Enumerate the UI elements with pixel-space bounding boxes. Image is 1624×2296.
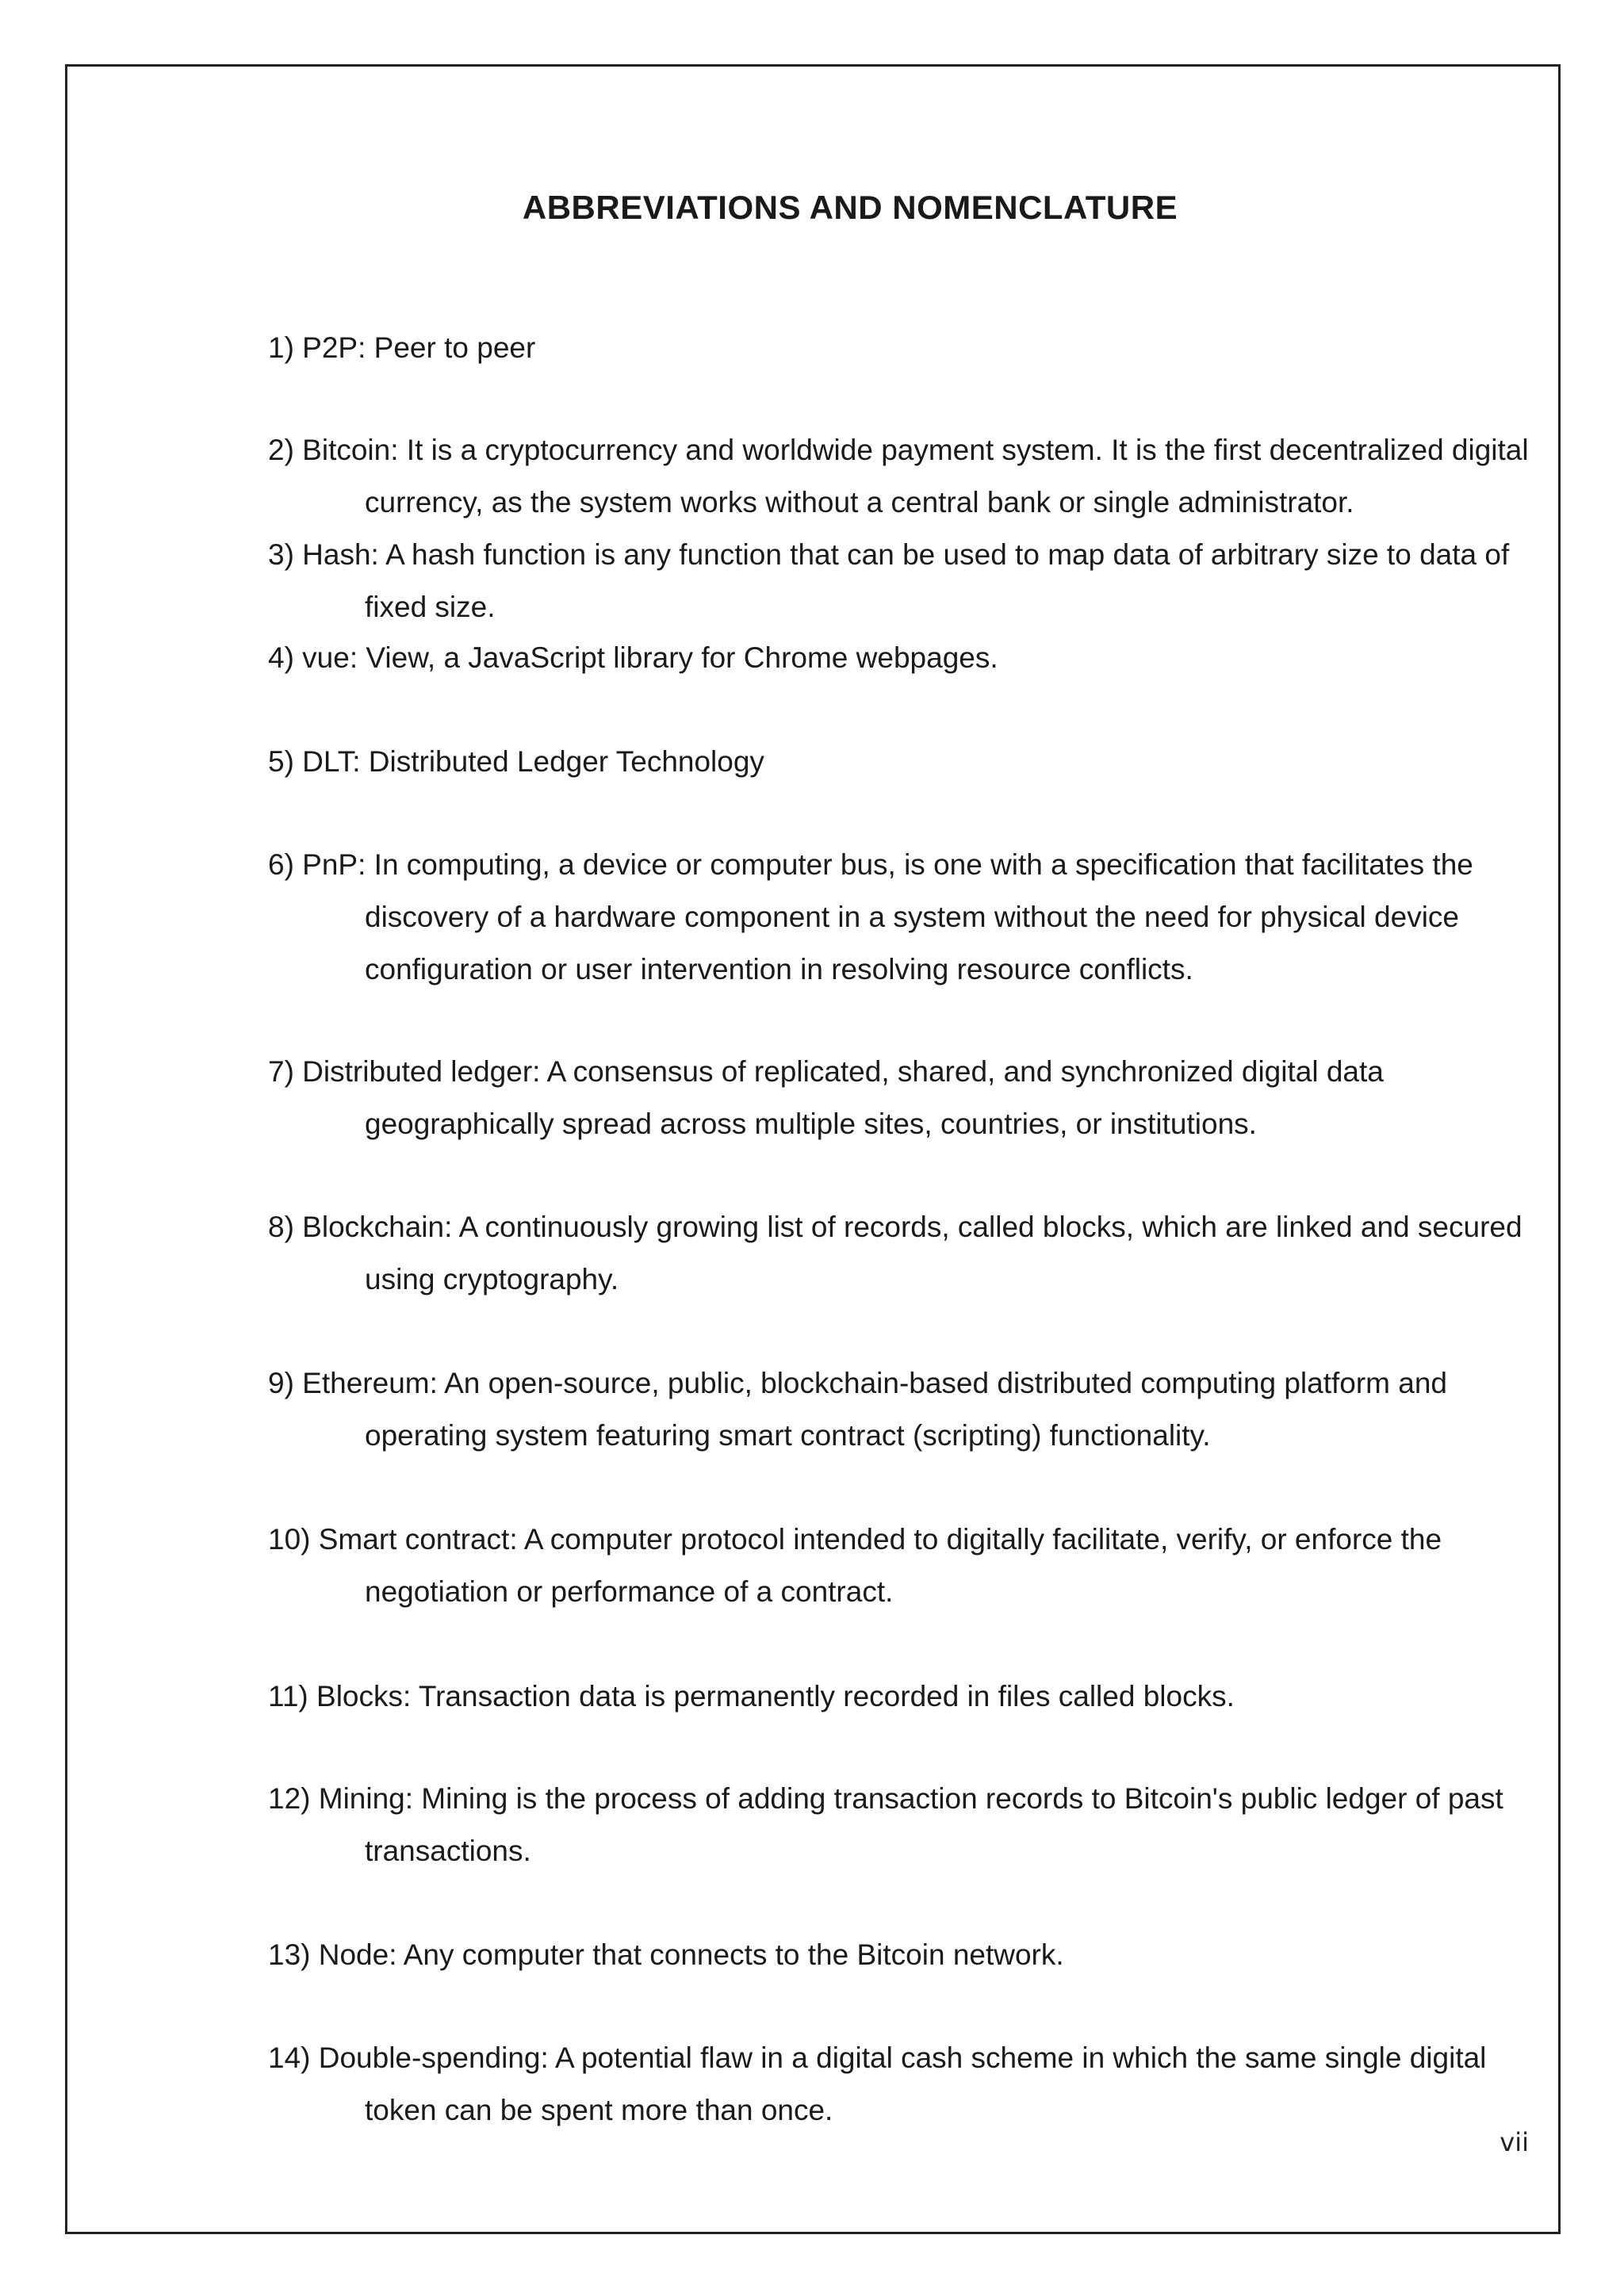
list-item-pnp: 6) PnP: In computing, a device or computer bus, is one with a specification that facilitates the discovery of a hardware component in a system without the need for physical device configuration or user intervention in resolving resource conflicts. bbox=[268, 848, 1473, 985]
list-item-dlt: 5) DLT: Distributed Ledger Technology bbox=[268, 745, 764, 778]
list-item-vue: 4) vue: View, a JavaScript library for Chrome webpages. bbox=[268, 641, 998, 674]
list-item-double-spending: 14) Double-spending: A potential flaw in a digital cash scheme in which the same single digital token can be spent more than once. bbox=[268, 2042, 1487, 2126]
list-item-bitcoin: 2) Bitcoin: It is a cryptocurrency and worldwide payment system. It is the first decentralized digital currency, as the system works without a central bank or single administrator. bbox=[268, 434, 1529, 519]
list-item-hash: 3) Hash: A hash function is any function that can be used to map data of arbitrary size to data of fixed size. bbox=[268, 538, 1510, 623]
list-item-blocks: 11) Blocks: Transaction data is permanently recorded in files called blocks. bbox=[268, 1680, 1235, 1712]
page-title: ABBREVIATIONS AND NOMENCLATURE bbox=[522, 189, 1178, 226]
list-item-node: 13) Node: Any computer that connects to the Bitcoin network. bbox=[268, 1938, 1064, 1971]
list-item-blockchain: 8) Blockchain: A continuously growing list of records, called blocks, which are linked and secured using cryptography. bbox=[268, 1211, 1522, 1295]
page-number: vii bbox=[1500, 2127, 1529, 2157]
list-item-mining: 12) Mining: Mining is the process of adding transaction records to Bitcoin's public ledger of past transactions. bbox=[268, 1782, 1503, 1867]
list-item-distributed-ledger: 7) Distributed ledger: A consensus of replicated, shared, and synchronized digital data geographically spread across multiple sites, countries, or institutions. bbox=[268, 1055, 1384, 1140]
list-item-ethereum: 9) Ethereum: An open-source, public, blockchain-based distributed computing platform and operating system featuring smart contract (scripting) functionality. bbox=[268, 1367, 1448, 1452]
list-item-smart-contract: 10) Smart contract: A computer protocol intended to digitally facilitate, verify, or enforce the negotiation or performance of a contract. bbox=[268, 1523, 1442, 1608]
list-item-p2p: 1) P2P: Peer to peer bbox=[268, 331, 536, 364]
